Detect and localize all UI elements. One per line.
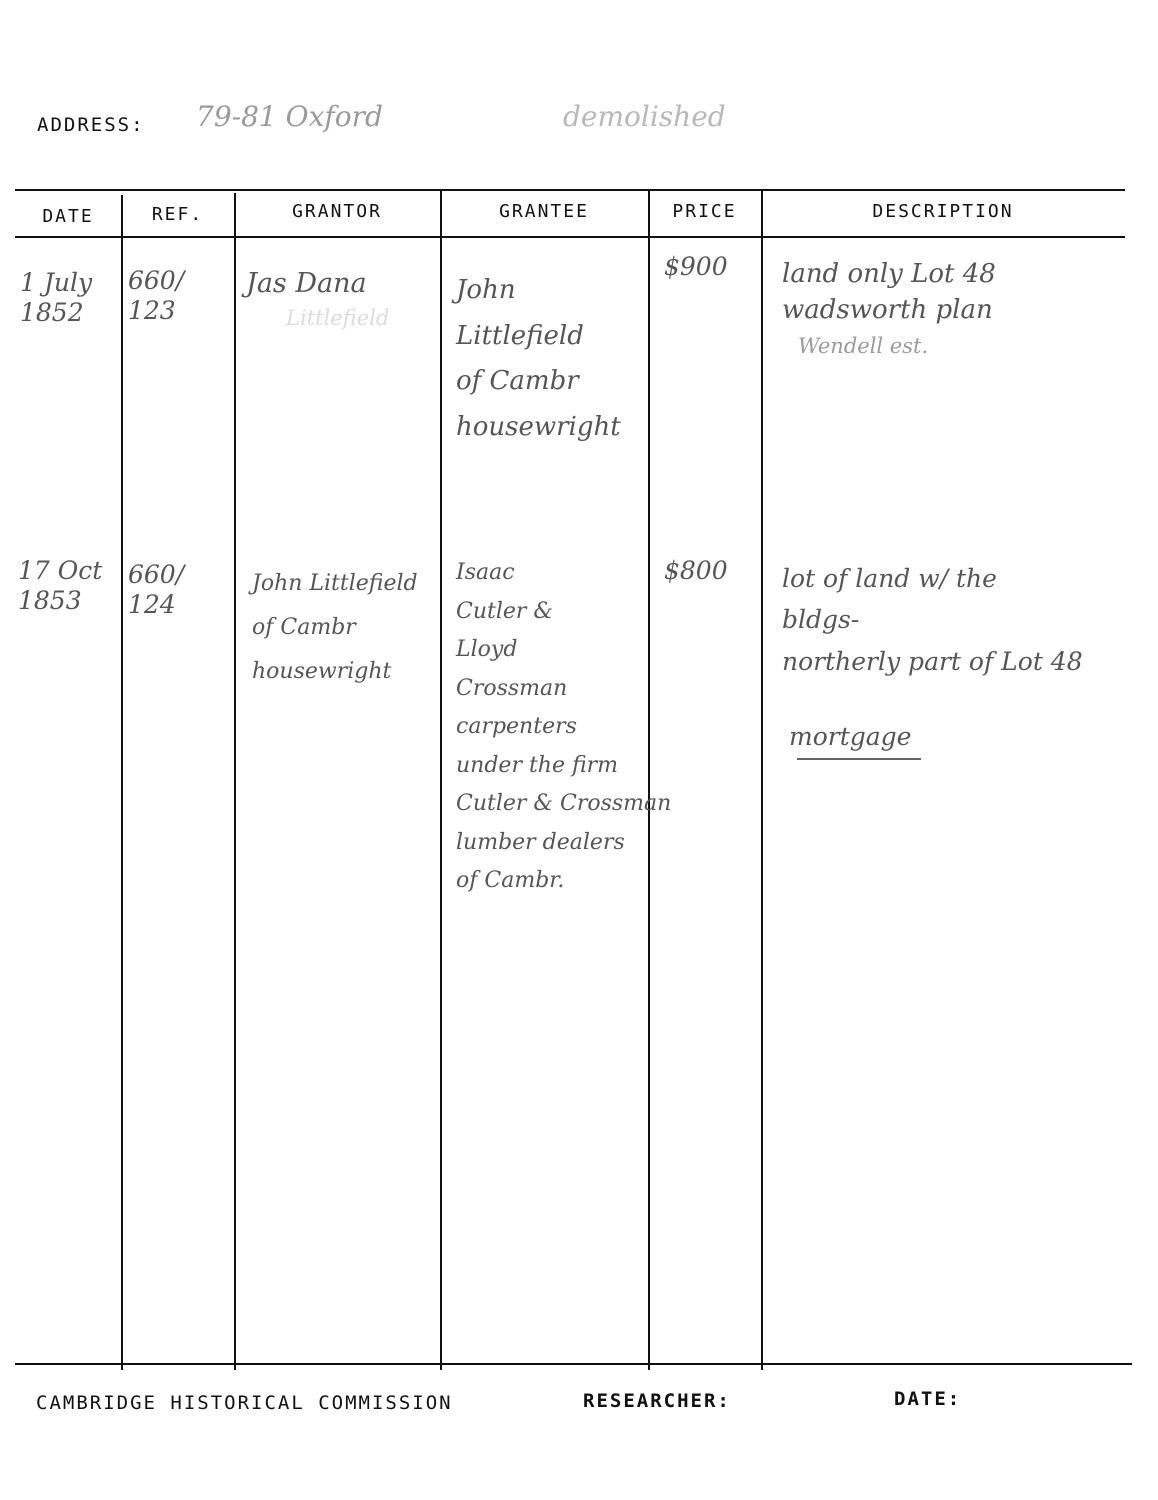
- date-label: DATE:: [894, 1388, 962, 1410]
- column-header-grantee: GRANTEE: [499, 201, 589, 222]
- row2-description-mortgage: mortgage: [789, 722, 912, 751]
- row1-description: land only Lot 48 wadsworth plan: [782, 259, 996, 326]
- row1-description-note: Wendell est.: [798, 334, 929, 358]
- column-header-grantor: GRANTOR: [292, 201, 382, 222]
- row1-price: $900: [664, 252, 728, 281]
- address-label: ADDRESS:: [37, 114, 145, 136]
- row1-grantor-faint: Littlefield: [286, 306, 390, 330]
- row2-grantee: Isaac Cutler & Lloyd Crossman carpenters under the firm Cutler & Crossman lumber dealers of Cambr.: [456, 560, 672, 893]
- row2-description: lot of land w/ the bldgs- northerly part of Lot 48: [782, 564, 1083, 676]
- table-bottom-rule: [15, 1363, 1132, 1365]
- row1-grantor: Jas Dana: [246, 268, 367, 299]
- row2-date: 17 Oct 1853: [18, 556, 103, 615]
- column-header-price: PRICE: [672, 201, 737, 222]
- column-header-description: DESCRIPTION: [872, 201, 1014, 222]
- address-value: 79-81 Oxford: [196, 100, 383, 133]
- table-top-rule: [15, 189, 1125, 191]
- column-header-ref: REF.: [151, 204, 204, 225]
- row1-grantee: John Littlefield of Cambr housewright: [456, 275, 621, 442]
- row2-price: $800: [664, 556, 728, 585]
- column-divider-3: [440, 190, 442, 1370]
- row2-grantor: John Littlefield of Cambr housewright: [252, 571, 418, 684]
- column-divider-1: [121, 195, 123, 1370]
- table-header-rule: [15, 236, 1125, 238]
- row1-ref: 660/ 123: [128, 266, 185, 325]
- row2-ref: 660/ 124: [128, 560, 185, 619]
- researcher-label: RESEARCHER:: [583, 1390, 731, 1412]
- column-divider-2: [234, 193, 236, 1370]
- footer-organization: CAMBRIDGE HISTORICAL COMMISSION: [36, 1392, 453, 1414]
- column-header-date: DATE: [42, 206, 94, 227]
- mortgage-underline: [797, 758, 921, 760]
- status-note: demolished: [563, 100, 726, 133]
- column-divider-5: [761, 190, 763, 1370]
- row1-date: 1 July 1852: [20, 268, 93, 327]
